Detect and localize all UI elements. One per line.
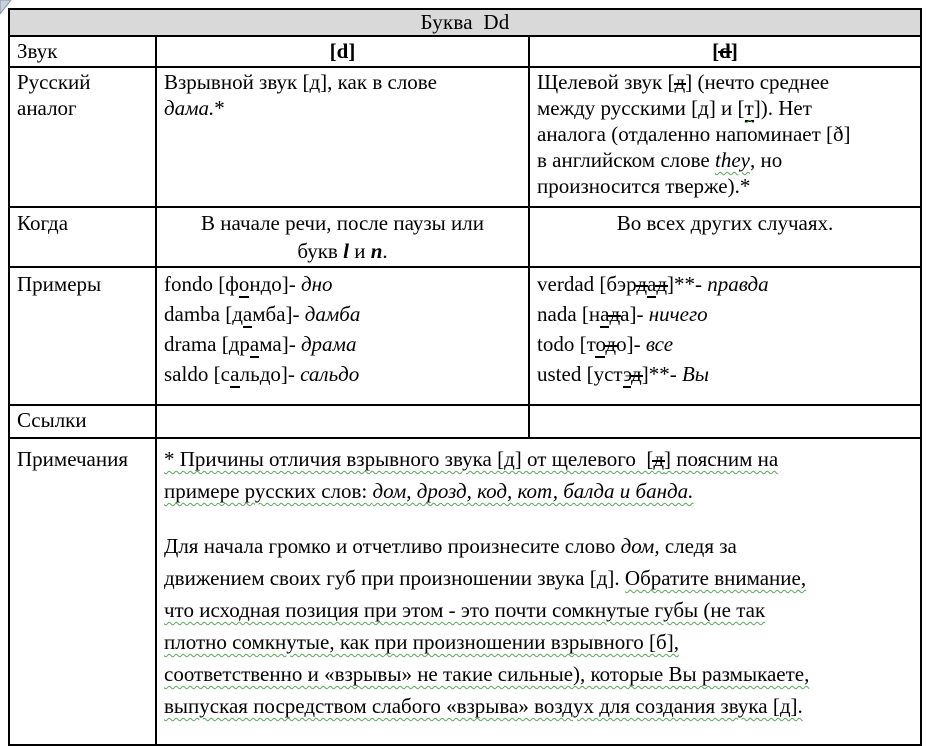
- row-when: [9, 207, 921, 267]
- when-dd-cell: Во всех других случаях.: [529, 207, 921, 267]
- analog-row-label: Русский аналог: [9, 67, 156, 207]
- links-row-label: Ссылки: [9, 405, 156, 438]
- examples-row-label: Примеры: [9, 267, 156, 405]
- row-examples: [9, 267, 921, 405]
- analog-d-cell: Взрывной звук [д], как в слове дама.*: [156, 67, 529, 207]
- row-russian-analog: [9, 67, 921, 207]
- when-d-cell: В начале речи, после паузы или букв l и n.: [156, 207, 529, 267]
- notes-row-label: Примечания: [9, 438, 156, 745]
- links-d-cell: [156, 405, 529, 438]
- when-row-label: Когда: [9, 207, 156, 267]
- row-links: [9, 405, 921, 438]
- notes-content-cell: * Причины отличия взрывного звука [д] от щелевого [д] поясним на примере русских слов: дом, дрозд, код, кот, балда и банда. Для начала громко и отчетливо произнесите слово дом, следя за движением своих губ при произношении звука [д]. Обратите внимание, что исходная позиция при этом - это почти сомкнутые губы (не так плотно сомкнутые, как при произношении взрывного [б], соответственно и «взрывы» не такие сильные), которые Вы размыкаете, выпуская посредством слабого «взрыва» воздух для создания звука [д].: [156, 438, 921, 745]
- examples-d-cell: fondo [фондо]- дно damba [дамба]- дамба drama [драма]- драма saldo [сальдо]- сальдо: [156, 267, 529, 405]
- examples-dd-cell: verdad [бэрдад]**- правда nada [нада]- ничего todo [тодо]- все usted [устэд]**- Вы: [529, 267, 921, 405]
- row-title: [9, 9, 921, 36]
- row-notes: [9, 438, 921, 745]
- row-sound: [9, 36, 921, 67]
- sound-d-cell: [d]: [156, 36, 529, 67]
- analog-dd-cell: Щелевой звук [д] (нечто среднее между русскими [д] и [т]). Нет аналога (отдаленно напоминает [ð] в английском слове they, но произносится тверже).*: [529, 67, 921, 207]
- sound-row-label: Звук: [9, 36, 156, 67]
- sound-dd-cell: [d]: [529, 36, 921, 67]
- links-dd-cell: [529, 405, 921, 438]
- table-title: Буква Dd: [9, 9, 921, 36]
- letter-dd-table: [8, 8, 922, 746]
